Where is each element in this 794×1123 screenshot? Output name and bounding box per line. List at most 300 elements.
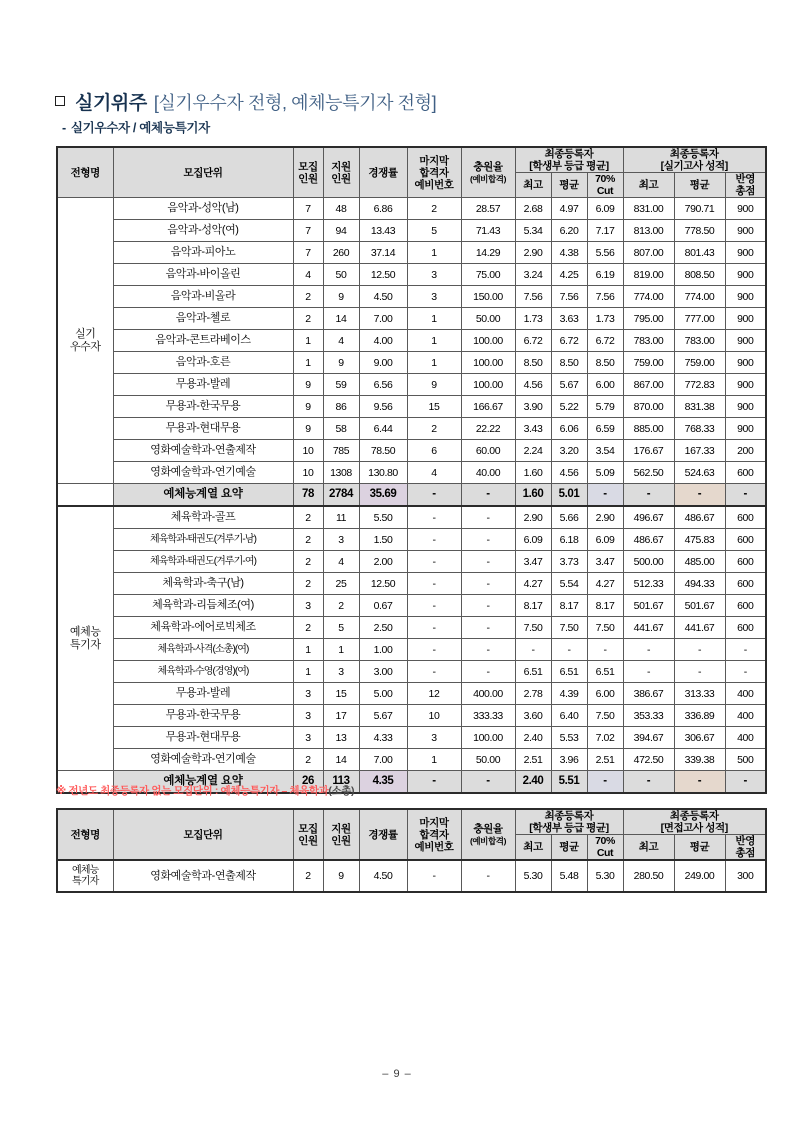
cell-applicants: 13 [323, 727, 359, 749]
cell-applicants: 58 [323, 418, 359, 440]
table-row [57, 418, 766, 440]
table-row [57, 749, 766, 771]
cell-recruit-unit: 체육학과-에어로빅체조 [113, 617, 293, 639]
cell-grade-70cut: 6.72 [587, 330, 623, 352]
cell-score-average: 759.00 [674, 352, 725, 374]
cell-fill-rate: 50.00 [461, 749, 515, 771]
table-row [57, 506, 766, 529]
cell-quota: 1 [293, 330, 323, 352]
cell-competition-rate: 78.50 [359, 440, 407, 462]
cell-quota: 7 [293, 242, 323, 264]
th2-cut-line1: 70% [595, 835, 615, 848]
cell-last-waitlist-number: 5 [407, 220, 461, 242]
th2-jiwon-line1: 지원 [331, 822, 351, 835]
th2-banyeong-chongjeom [725, 835, 766, 861]
cell-score-highest: 783.00 [623, 330, 674, 352]
th-group-a-line2: [학생부 등급 평균] [529, 160, 609, 173]
cell-grade-70cut: 5.56 [587, 242, 623, 264]
table-row [57, 264, 766, 286]
cell-score-highest: - [623, 771, 674, 794]
cell-recruit-unit: 체육학과-리듬체조(여) [113, 595, 293, 617]
cell-quota: 78 [293, 484, 323, 507]
th-gyeongjaengnyul: 경쟁률 [359, 147, 407, 198]
th2-jiwon-line2: 인원 [331, 834, 351, 847]
th-hakseongbu-pyeonggyun: 평균 [551, 173, 587, 198]
cell-total-points: 900 [725, 264, 766, 286]
th2-hakseongbu-70cut [587, 835, 623, 861]
cell-grade-70cut: - [587, 771, 623, 794]
cell-last-waitlist-number: 3 [407, 727, 461, 749]
th-mojipdanwi: 모집단위 [113, 147, 293, 198]
cell-recruit-unit: 영화예술학과-연출제작 [113, 440, 293, 462]
cell-grade-highest: 2.90 [515, 242, 551, 264]
cell-grade-highest: 6.72 [515, 330, 551, 352]
cell-applicants: 9 [323, 352, 359, 374]
cell-score-average: 306.67 [674, 727, 725, 749]
cell-grade-70cut: 3.47 [587, 551, 623, 573]
cell-competition-rate: 4.50 [359, 286, 407, 308]
cell-fill-rate: 22.22 [461, 418, 515, 440]
cell-grade-70cut: 2.51 [587, 749, 623, 771]
cell-score-average: 501.67 [674, 595, 725, 617]
cell-applicants: 11 [323, 506, 359, 529]
cell-total-points: 900 [725, 308, 766, 330]
cell-competition-rate: 2.50 [359, 617, 407, 639]
cell-quota: 2 [293, 529, 323, 551]
cell-last-waitlist-number: - [407, 639, 461, 661]
cell-applicants: 94 [323, 220, 359, 242]
footnote-mark: ※ [56, 785, 66, 797]
cell-total-points: 600 [725, 573, 766, 595]
th2-gyeongjaengnyul: 경쟁률 [359, 809, 407, 860]
footnote-text-1: 전년도 최종등록자 없는 모집단위 [68, 785, 213, 797]
cell-score-average: 486.67 [674, 506, 725, 529]
cell-applicants: 14 [323, 308, 359, 330]
cell-competition-rate: 7.00 [359, 749, 407, 771]
cell-applicants: 9 [323, 286, 359, 308]
cell-grade-70cut: 2.90 [587, 506, 623, 529]
page-title-sub: [실기우수자 전형, 예체능특기자 전형] [153, 93, 437, 113]
cell-grade-highest: 2.78 [515, 683, 551, 705]
cell-last-waitlist-number: 1 [407, 352, 461, 374]
cell-grade-highest: 1.60 [515, 484, 551, 507]
cell-last-waitlist-number: - [407, 661, 461, 683]
cell-applicants: 260 [323, 242, 359, 264]
cell-fill-rate: 100.00 [461, 330, 515, 352]
cell-grade-average: 5.54 [551, 573, 587, 595]
cell-score-highest: 472.50 [623, 749, 674, 771]
cell-score-highest: 394.67 [623, 727, 674, 749]
page-subtitle [62, 118, 210, 136]
subtitle-dash: - [62, 121, 66, 135]
subtitle-text: 실기우수자 / 예체능특기자 [70, 121, 210, 135]
admissions-results-table [56, 146, 767, 794]
cell-quota: 4 [293, 264, 323, 286]
page-footer [0, 1068, 794, 1080]
th-jiwon-line2: 인원 [331, 172, 351, 185]
cell-quota: 1 [293, 661, 323, 683]
cell-fill-rate: - [461, 860, 515, 892]
cell-score-average: 808.50 [674, 264, 725, 286]
th-last-passer [407, 147, 461, 198]
cell-recruit-unit: 체육학과-사격(소총)(여) [113, 639, 293, 661]
cell-total-points: 600 [725, 595, 766, 617]
cell-total-points: 200 [725, 440, 766, 462]
cell-quota: 1 [293, 639, 323, 661]
th-mojip-inwon [293, 147, 323, 198]
cell-last-waitlist-number: 12 [407, 683, 461, 705]
cell-recruit-unit: 무용과-한국무용 [113, 396, 293, 418]
cell-score-average: 524.63 [674, 462, 725, 484]
cell-grade-highest: 7.50 [515, 617, 551, 639]
th-chungwon-line2: (예비합격) [469, 173, 507, 184]
th2-group-myeonjeop [623, 809, 766, 835]
cell-quota: 2 [293, 506, 323, 529]
cell-fill-rate: 14.29 [461, 242, 515, 264]
cell-grade-70cut: 7.17 [587, 220, 623, 242]
cell-fill-rate: 100.00 [461, 727, 515, 749]
cell-total-points: 600 [725, 462, 766, 484]
th2-banyeong-line1: 반영 [735, 835, 755, 848]
cell-grade-average: 4.97 [551, 198, 587, 220]
cell-score-average: 336.89 [674, 705, 725, 727]
cell-score-highest: 813.00 [623, 220, 674, 242]
cell-score-average: 790.71 [674, 198, 725, 220]
admission-type-label-line1: 예체능 [71, 864, 99, 876]
cell-competition-rate: 7.00 [359, 308, 407, 330]
cell-score-average: - [674, 484, 725, 507]
cell-score-highest: 176.67 [623, 440, 674, 462]
cell-grade-70cut: 5.79 [587, 396, 623, 418]
cell-quota: 1 [293, 352, 323, 374]
cell-score-highest: 831.00 [623, 198, 674, 220]
cell-score-average: - [674, 639, 725, 661]
cell-quota: 3 [293, 595, 323, 617]
cell-competition-rate: 1.00 [359, 639, 407, 661]
th2-jeonhyeongmyeong: 전형명 [57, 809, 113, 860]
cell-applicants: 5 [323, 617, 359, 639]
cell-fill-rate: 150.00 [461, 286, 515, 308]
cell-grade-highest: 8.17 [515, 595, 551, 617]
cell-total-points: 400 [725, 705, 766, 727]
cell-applicants: 59 [323, 374, 359, 396]
cell-admission-type-silgi-usuja [57, 198, 113, 484]
cell-fill-rate: - [461, 529, 515, 551]
cell-grade-average: 6.40 [551, 705, 587, 727]
cell-quota: 10 [293, 440, 323, 462]
cell-fill-rate: - [461, 573, 515, 595]
cell-score-highest: 353.33 [623, 705, 674, 727]
cell-grade-70cut: 7.56 [587, 286, 623, 308]
cell-recruit-unit: 음악과-성악(남) [113, 198, 293, 220]
cell-fill-rate: 333.33 [461, 705, 515, 727]
interview-results-table [56, 808, 767, 893]
cell-grade-average: 6.72 [551, 330, 587, 352]
th-last-line2: 합격자 [419, 166, 449, 179]
cell-score-average: 774.00 [674, 286, 725, 308]
cell-competition-rate: 6.56 [359, 374, 407, 396]
cell-grade-70cut: 6.00 [587, 374, 623, 396]
cell-recruit-unit: 무용과-발레 [113, 374, 293, 396]
cell-score-average: 777.00 [674, 308, 725, 330]
cell-applicants: 113 [323, 771, 359, 794]
cell-competition-rate: 4.50 [359, 860, 407, 892]
cell-grade-70cut: 6.19 [587, 264, 623, 286]
cell-grade-70cut: - [587, 484, 623, 507]
cell-total-points: 400 [725, 683, 766, 705]
cell-fill-rate: 400.00 [461, 683, 515, 705]
cell-total-points: 900 [725, 374, 766, 396]
cell-competition-rate: 35.69 [359, 484, 407, 507]
cell-score-highest: - [623, 639, 674, 661]
cell-competition-rate: 6.86 [359, 198, 407, 220]
cell-fill-rate: - [461, 506, 515, 529]
cell-competition-rate: 4.00 [359, 330, 407, 352]
th2-banyeong-line2: 총점 [735, 847, 755, 860]
cell-last-waitlist-number: - [407, 573, 461, 595]
cell-quota: 2 [293, 749, 323, 771]
cell-quota: 7 [293, 198, 323, 220]
footnote-no-enrollee [56, 783, 354, 798]
cell-last-waitlist-number: 2 [407, 198, 461, 220]
cell-competition-rate: 12.50 [359, 573, 407, 595]
cell-score-average: 801.43 [674, 242, 725, 264]
cell-last-waitlist-number: 1 [407, 308, 461, 330]
cell-total-points: 600 [725, 529, 766, 551]
th2-group-hakseongbu [515, 809, 623, 835]
cell-fill-rate: - [461, 595, 515, 617]
cell-grade-average: 4.56 [551, 462, 587, 484]
cell-grade-average: 5.51 [551, 771, 587, 794]
cell-grade-average: 6.20 [551, 220, 587, 242]
cell-total-points: - [725, 639, 766, 661]
th-group-b-line2: [실기고사 성적] [660, 160, 728, 173]
th-mojip-line2: 인원 [298, 172, 318, 185]
page-title [55, 88, 436, 115]
cell-grade-70cut: 7.02 [587, 727, 623, 749]
cell-grade-highest: 3.43 [515, 418, 551, 440]
cell-score-highest: 885.00 [623, 418, 674, 440]
th-jiwon-line1: 지원 [331, 160, 351, 173]
cell-fill-rate: - [461, 617, 515, 639]
cell-competition-rate: 5.67 [359, 705, 407, 727]
cell-last-waitlist-number: 15 [407, 396, 461, 418]
cell-competition-rate: 9.00 [359, 352, 407, 374]
table-row-summary [57, 484, 766, 507]
cell-grade-70cut: 7.50 [587, 617, 623, 639]
th-cut-line1: 70% [595, 173, 615, 186]
cell-total-points: - [725, 661, 766, 683]
cell-applicants: 785 [323, 440, 359, 462]
cell-last-waitlist-number: - [407, 506, 461, 529]
cell-grade-highest: 3.47 [515, 551, 551, 573]
cell-applicants: 9 [323, 860, 359, 892]
th2-mojip-line2: 인원 [298, 834, 318, 847]
cell-recruit-unit: 영화예술학과-연기예술 [113, 462, 293, 484]
cell-grade-70cut: 8.17 [587, 595, 623, 617]
cell-score-highest: 486.67 [623, 529, 674, 551]
cell-quota: 10 [293, 462, 323, 484]
cell-grade-highest: 8.50 [515, 352, 551, 374]
admission-type-label-line1: 실기 [75, 328, 96, 341]
th2-mojip-line1: 모집 [298, 822, 318, 835]
cell-recruit-unit: 무용과-발레 [113, 683, 293, 705]
cell-total-points: 900 [725, 330, 766, 352]
table-row [57, 308, 766, 330]
cell-fill-rate: 71.43 [461, 220, 515, 242]
page-title-main: 실기위주 [75, 93, 147, 114]
cell-grade-average: 8.50 [551, 352, 587, 374]
cell-total-points: 900 [725, 418, 766, 440]
cell-total-points: - [725, 771, 766, 794]
bottom-table-body [57, 860, 766, 892]
th2-hakseongbu-pyeonggyun: 평균 [551, 835, 587, 861]
th2-last-passer [407, 809, 461, 860]
cell-last-waitlist-number: 10 [407, 705, 461, 727]
cell-applicants: 1308 [323, 462, 359, 484]
table-header [57, 147, 766, 198]
cell-score-average: - [674, 661, 725, 683]
cell-score-highest: 386.67 [623, 683, 674, 705]
th-banyeong-line2: 총점 [735, 185, 755, 198]
cell-applicants: 48 [323, 198, 359, 220]
cell-grade-70cut: 6.00 [587, 683, 623, 705]
cell-fill-rate: 40.00 [461, 462, 515, 484]
th2-chungwon-line2: (예비합격) [469, 835, 507, 846]
cell-quota: 26 [293, 771, 323, 794]
cell-recruit-unit: 음악과-콘트라베이스 [113, 330, 293, 352]
footnote-separator: : [214, 785, 218, 797]
cell-score-average: 313.33 [674, 683, 725, 705]
cell-competition-rate: 2.00 [359, 551, 407, 573]
th2-group-b-line1: 최종등록자 [669, 810, 719, 822]
cell-score-average: 783.00 [674, 330, 725, 352]
cell-total-points: 400 [725, 727, 766, 749]
cell-score-highest: 870.00 [623, 396, 674, 418]
cell-recruit-unit: 음악과-성악(여) [113, 220, 293, 242]
cell-quota: 9 [293, 396, 323, 418]
cell-grade-highest: 6.51 [515, 661, 551, 683]
th-hakseongbu-70cut [587, 173, 623, 198]
table-row [57, 639, 766, 661]
cell-applicants: 2784 [323, 484, 359, 507]
cell-recruit-unit: 무용과-현대무용 [113, 727, 293, 749]
cell-grade-average: 7.56 [551, 286, 587, 308]
cell-last-waitlist-number: 1 [407, 749, 461, 771]
cell-grade-70cut: 7.50 [587, 705, 623, 727]
cell-grade-highest: 1.73 [515, 308, 551, 330]
cell-grade-highest: 3.90 [515, 396, 551, 418]
th2-last-line1: 마지막 [419, 816, 449, 829]
cell-score-average: 768.33 [674, 418, 725, 440]
cell-grade-average: 3.96 [551, 749, 587, 771]
th-chungwon-line1: 충원율 [473, 160, 503, 173]
cell-total-points: 900 [725, 352, 766, 374]
page-number: – 9 – [382, 1068, 412, 1080]
cell-grade-average: 5.53 [551, 727, 587, 749]
cell-grade-average: 3.63 [551, 308, 587, 330]
cell-summary-name: 예체능계열 요약 [113, 484, 293, 507]
cell-grade-70cut: 1.73 [587, 308, 623, 330]
cell-grade-average: - [551, 639, 587, 661]
cell-quota: 2 [293, 551, 323, 573]
cell-grade-highest: 6.09 [515, 529, 551, 551]
th-jeonhyeongmyeong: 전형명 [57, 147, 113, 198]
cell-grade-highest: 2.51 [515, 749, 551, 771]
cell-last-waitlist-number: 9 [407, 374, 461, 396]
cell-grade-average: 6.06 [551, 418, 587, 440]
th-jiwon-inwon [323, 147, 359, 198]
th2-jiwon-inwon [323, 809, 359, 860]
th2-chungwonyul [461, 809, 515, 860]
cell-total-points: 900 [725, 198, 766, 220]
cell-fill-rate: 100.00 [461, 374, 515, 396]
table-row [57, 595, 766, 617]
cell-score-highest: 819.00 [623, 264, 674, 286]
th2-last-line2: 합격자 [419, 828, 449, 841]
cell-score-average: 485.00 [674, 551, 725, 573]
th-banyeong-chongjeom [725, 173, 766, 198]
cell-fill-rate: 60.00 [461, 440, 515, 462]
th-chungwonyul [461, 147, 515, 198]
cell-total-points: 900 [725, 220, 766, 242]
cell-competition-rate: 6.44 [359, 418, 407, 440]
th-silgi-pyeonggyun: 평균 [674, 173, 725, 198]
cell-score-highest: 280.50 [623, 860, 674, 892]
cell-grade-highest: 4.27 [515, 573, 551, 595]
th2-last-line3: 예비번호 [414, 840, 454, 853]
table-row [57, 286, 766, 308]
cell-summary-spacer [57, 484, 113, 507]
cell-admission-type-yechenung-teukgija [57, 860, 113, 892]
cell-applicants: 86 [323, 396, 359, 418]
cell-quota: 9 [293, 418, 323, 440]
cell-fill-rate: - [461, 771, 515, 794]
cell-grade-highest: 7.56 [515, 286, 551, 308]
th-banyeong-line1: 반영 [735, 173, 755, 186]
table-row [57, 683, 766, 705]
cell-score-average: 475.83 [674, 529, 725, 551]
admission-type-label-line2: 특기자 [71, 876, 99, 888]
cell-grade-average: 4.39 [551, 683, 587, 705]
th-mojip-line1: 모집 [298, 160, 318, 173]
cell-score-highest: 501.67 [623, 595, 674, 617]
th-group-hakseongbu [515, 147, 623, 173]
cell-grade-average: 5.01 [551, 484, 587, 507]
cell-fill-rate: - [461, 661, 515, 683]
cell-competition-rate: 9.56 [359, 396, 407, 418]
table-row [57, 374, 766, 396]
cell-last-waitlist-number: 6 [407, 440, 461, 462]
cell-score-highest: 500.00 [623, 551, 674, 573]
th2-group-a-line1: 최종등록자 [544, 810, 594, 822]
th2-cut-line2: Cut [596, 847, 614, 860]
cell-score-average: 831.38 [674, 396, 725, 418]
cell-applicants: 25 [323, 573, 359, 595]
cell-applicants: 50 [323, 264, 359, 286]
table-row [57, 440, 766, 462]
th-cut-line2: Cut [596, 185, 614, 198]
cell-recruit-unit: 영화예술학과-연출제작 [113, 860, 293, 892]
cell-total-points: 600 [725, 506, 766, 529]
th-hakseongbu-choego: 최고 [515, 173, 551, 198]
cell-total-points: 900 [725, 242, 766, 264]
cell-applicants: 4 [323, 330, 359, 352]
cell-grade-average: 6.51 [551, 661, 587, 683]
cell-score-highest: - [623, 661, 674, 683]
cell-competition-rate: 5.00 [359, 683, 407, 705]
cell-quota: 7 [293, 220, 323, 242]
